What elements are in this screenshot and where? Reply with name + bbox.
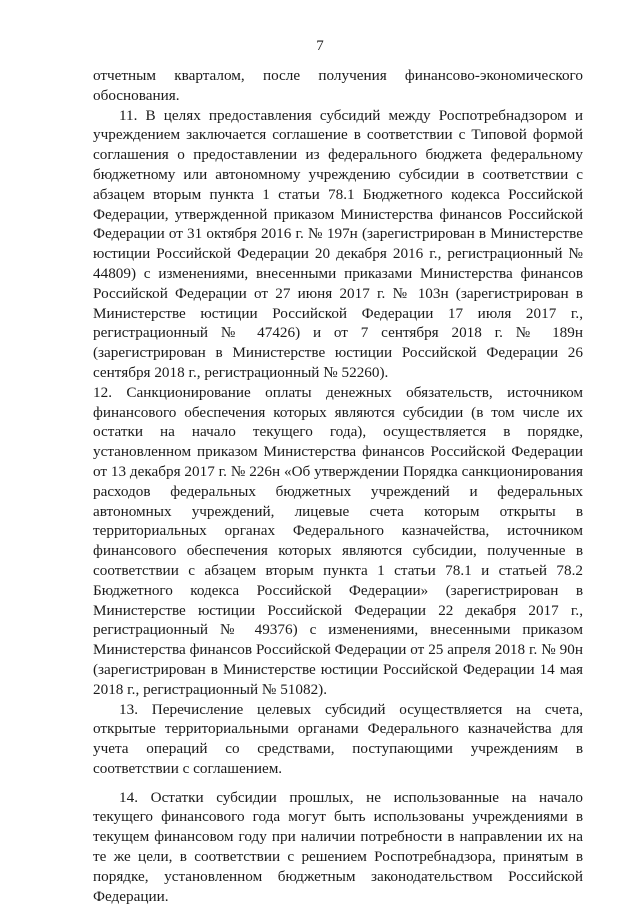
paragraph-11: 11. В целях предоставления субсидий между Роспотребнадзором и учреждением заключается соглашение в соответствии с Типовой формой соглашения о предоставлении из федерального бюджета федеральному бюджетному или автономному учреждению субсидии в соответствии с абзацем вторым пункта 1 статьи 78.1 Бюджетного кодекса Российской Федерации, утвержденной приказом Министерства финансов Российской Федерации от 31 октября 2016 г. № 197н (зарегистрирован в Министерстве юстиции Российской Федерации 20 декабря 2016 г., регистрационный № 44809) с изменениями, внесенными приказами Министерства финансов Российской Федерации от 27 июня 2017 г. № 103н (зарегистрирован в Министерстве юстиции Российской Федерации 17 июля 2017 г., регистрационный № 47426) и от 7 сентября 2018 г. № 189н (зарегистрирован в Министерстве юстиции Российской Федерации 26 сентября 2018 г., регистрационный № 52260).: [93, 106, 583, 381]
document-body: [93, 66, 583, 906]
page-number: 7: [316, 38, 324, 54]
paragraph-continuation: отчетным кварталом, после получения финансово-экономического обоснования.: [93, 67, 583, 104]
paragraph-14: 14. Остатки субсидии прошлых, не использованные на начало текущего финансового года могут быть использованы учреждениями в текущем финансовом году при наличии потребности в направлении их на те же цели, в соответствии с решением Роспотребнадзора, принятым в порядке, установленном бюджетным законодательством Российской Федерации.: [93, 788, 583, 905]
paragraph-12: 12. Санкционирование оплаты денежных обязательств, источником финансового обеспечения которых являются субсидии (в том числе их остатки на начало текущего года), осуществляется в порядке, установленном приказом Министерства финансов Российской Федерации от 13 декабря 2017 г. № 226н «Об утверждении Порядка санкционирования расходов федеральных бюджетных учреждений и федеральных автономных учреждений, лицевые счета которым открыты в территориальных органах Федерального казначейства, источником финансового обеспечения которых являются субсидии, полученные в соответствии с абзацем вторым пункта 1 статьи 78.1 и статьей 78.2 Бюджетного кодекса Российской Федерации» (зарегистрирован в Министерстве юстиции Российской Федерации 22 декабря 2017 г., регистрационный № 49376) с изменениями, внесенными приказом Министерства финансов Российской Федерации от 25 апреля 2018 г. № 90н (зарегистрирован в Министерстве юстиции Российской Федерации 14 мая 2018 г., регистрационный № 51082).: [93, 383, 583, 698]
paragraph-13: 13. Перечисление целевых субсидий осуществляется на счета, открытые территориальными органами Федерального казначейства для учета операций со средствами, поступающими учреждениям в соответствии с соглашением.: [93, 700, 583, 777]
